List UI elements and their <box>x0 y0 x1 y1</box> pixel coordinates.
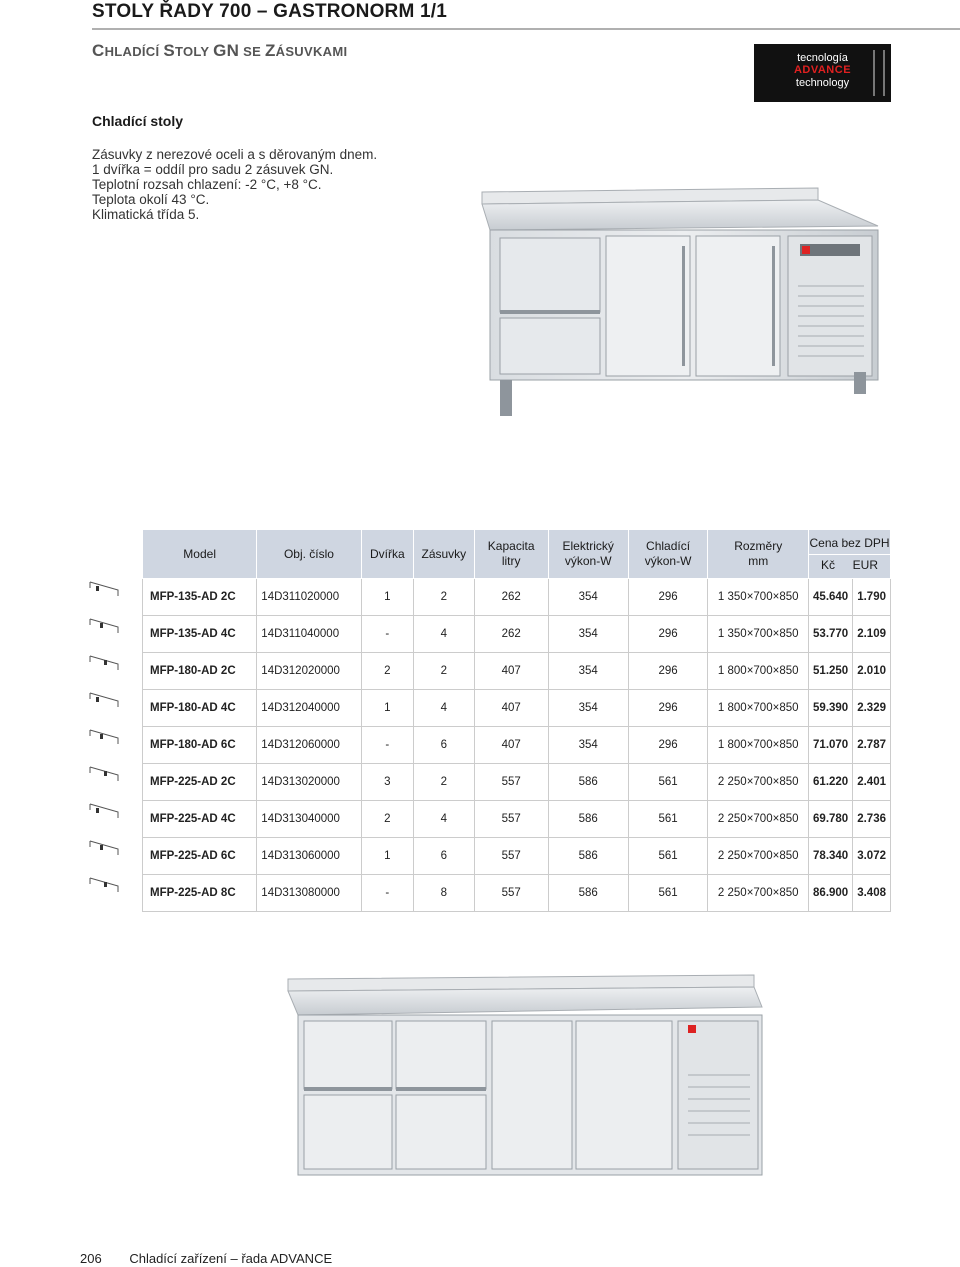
table-row <box>143 653 891 690</box>
cell-czk: 71.070 <box>809 727 853 764</box>
advance-technology-logo: tecnología ADVANCE technology <box>754 44 891 102</box>
table-row <box>143 579 891 616</box>
drawer-counter-image <box>284 975 766 1175</box>
cell-czk: 61.220 <box>809 764 853 801</box>
col-drawers-header: Zásuvky <box>414 530 475 579</box>
col-doors-header: Dvířka <box>361 530 413 579</box>
cell-eur: 1.790 <box>853 579 891 616</box>
cell-dims: 2 250×700×850 <box>708 875 809 912</box>
counter-outline-icon <box>88 874 122 894</box>
page-number: 206 <box>80 1251 102 1266</box>
table-row <box>143 838 891 875</box>
cell-code: 14D312040000 <box>257 690 361 727</box>
cell-power: 354 <box>548 616 628 653</box>
page-footer <box>80 1251 332 1266</box>
cell-dims: 1 350×700×850 <box>708 616 809 653</box>
counter-outline-icon <box>88 689 122 709</box>
refrigerated-counter-image <box>470 186 890 422</box>
section-heading: Chladící stoly <box>92 113 184 129</box>
cell-capacity: 407 <box>474 690 548 727</box>
cell-power: 586 <box>548 875 628 912</box>
cell-doors: - <box>361 875 413 912</box>
cell-eur: 3.408 <box>853 875 891 912</box>
cell-eur: 2.787 <box>853 727 891 764</box>
cell-czk: 59.390 <box>809 690 853 727</box>
cell-code: 14D311040000 <box>257 616 361 653</box>
cell-doors: 1 <box>361 690 413 727</box>
product-description <box>92 147 377 222</box>
cell-power: 354 <box>548 690 628 727</box>
currency-czk-label: Kč <box>821 557 836 572</box>
title-divider <box>92 28 960 30</box>
cell-dims: 2 250×700×850 <box>708 838 809 875</box>
counter-outline-icon <box>88 837 122 857</box>
cell-eur: 2.329 <box>853 690 891 727</box>
cell-model: MFP-135-AD 2C <box>143 579 257 616</box>
cell-code: 14D313040000 <box>257 801 361 838</box>
cell-drawers: 2 <box>414 579 475 616</box>
col-price-header: Cena bez DPH Kč EUR <box>809 530 891 579</box>
col-capacity-header: Kapacita litry <box>474 530 548 579</box>
cell-model: MFP-180-AD 6C <box>143 727 257 764</box>
cell-capacity: 262 <box>474 579 548 616</box>
cell-capacity: 557 <box>474 838 548 875</box>
cell-capacity: 407 <box>474 727 548 764</box>
cell-cooling: 561 <box>628 764 708 801</box>
cell-drawers: 6 <box>414 838 475 875</box>
page-title: STOLY ŘADY 700 – GASTRONORM 1/1 <box>92 1 448 22</box>
cell-capacity: 262 <box>474 616 548 653</box>
col-code-header: Obj. číslo <box>257 530 361 579</box>
cell-czk: 45.640 <box>809 579 853 616</box>
cell-doors: 2 <box>361 801 413 838</box>
cell-capacity: 557 <box>474 801 548 838</box>
cell-doors: 3 <box>361 764 413 801</box>
table-row <box>143 616 891 653</box>
cell-czk: 69.780 <box>809 801 853 838</box>
table-row <box>143 727 891 764</box>
cell-cooling: 296 <box>628 579 708 616</box>
cell-code: 14D312020000 <box>257 653 361 690</box>
cell-drawers: 2 <box>414 764 475 801</box>
cell-code: 14D313060000 <box>257 838 361 875</box>
currency-eur-label: EUR <box>852 557 878 572</box>
table-row <box>143 764 891 801</box>
cell-doors: 2 <box>361 653 413 690</box>
cell-cooling: 296 <box>628 690 708 727</box>
cell-dims: 1 800×700×850 <box>708 653 809 690</box>
table-header-row <box>143 530 891 579</box>
cell-capacity: 407 <box>474 653 548 690</box>
cell-model: MFP-180-AD 2C <box>143 653 257 690</box>
table-row <box>143 801 891 838</box>
cell-model: MFP-135-AD 4C <box>143 616 257 653</box>
counter-outline-icon <box>88 652 122 672</box>
counter-outline-icon <box>88 763 122 783</box>
cell-model: MFP-225-AD 8C <box>143 875 257 912</box>
col-power-header: Elektrický výkon-W <box>548 530 628 579</box>
cell-czk: 51.250 <box>809 653 853 690</box>
cell-cooling: 561 <box>628 801 708 838</box>
cell-power: 586 <box>548 838 628 875</box>
cell-eur: 2.010 <box>853 653 891 690</box>
cell-code: 14D312060000 <box>257 727 361 764</box>
cell-code: 14D311020000 <box>257 579 361 616</box>
cell-code: 14D313080000 <box>257 875 361 912</box>
cell-model: MFP-225-AD 4C <box>143 801 257 838</box>
col-model-header: Model <box>143 530 257 579</box>
cell-dims: 1 800×700×850 <box>708 727 809 764</box>
cell-czk: 86.900 <box>809 875 853 912</box>
cell-cooling: 296 <box>628 727 708 764</box>
cell-doors: 1 <box>361 579 413 616</box>
cell-czk: 78.340 <box>809 838 853 875</box>
description-line: Klimatická třída 5. <box>92 207 200 222</box>
cell-drawers: 6 <box>414 727 475 764</box>
description-line: Teplotní rozsah chlazení: -2 °C, +8 °C. <box>92 177 322 192</box>
cell-capacity: 557 <box>474 764 548 801</box>
cell-cooling: 561 <box>628 838 708 875</box>
cell-eur: 3.072 <box>853 838 891 875</box>
counter-outline-icon <box>88 578 122 598</box>
cell-power: 354 <box>548 579 628 616</box>
cell-power: 586 <box>548 801 628 838</box>
cell-doors: 1 <box>361 838 413 875</box>
cell-dims: 2 250×700×850 <box>708 764 809 801</box>
col-cooling-header: Chladící výkon-W <box>628 530 708 579</box>
cell-cooling: 296 <box>628 616 708 653</box>
col-dims-header: Rozměry mm <box>708 530 809 579</box>
cell-cooling: 561 <box>628 875 708 912</box>
specification-table <box>142 529 891 912</box>
description-line: Zásuvky z nerezové oceli a s děrovaným dnem. <box>92 147 378 162</box>
logo-decoration <box>873 50 885 96</box>
description-line: 1 dvířka = oddíl pro sadu 2 zásuvek GN. <box>92 162 334 177</box>
cell-drawers: 4 <box>414 616 475 653</box>
cell-dims: 1 800×700×850 <box>708 690 809 727</box>
cell-eur: 2.401 <box>853 764 891 801</box>
cell-power: 354 <box>548 727 628 764</box>
cell-dims: 1 350×700×850 <box>708 579 809 616</box>
counter-outline-icon <box>88 800 122 820</box>
cell-capacity: 557 <box>474 875 548 912</box>
cell-dims: 2 250×700×850 <box>708 801 809 838</box>
cell-code: 14D313020000 <box>257 764 361 801</box>
cell-eur: 2.109 <box>853 616 891 653</box>
description-line: Teplota okolí 43 °C. <box>92 192 210 207</box>
cell-model: MFP-180-AD 4C <box>143 690 257 727</box>
cell-doors: - <box>361 616 413 653</box>
cell-cooling: 296 <box>628 653 708 690</box>
counter-outline-icon <box>88 726 122 746</box>
cell-drawers: 8 <box>414 875 475 912</box>
counter-outline-icon <box>88 615 122 635</box>
cell-czk: 53.770 <box>809 616 853 653</box>
cell-model: MFP-225-AD 6C <box>143 838 257 875</box>
table-row <box>143 690 891 727</box>
cell-drawers: 4 <box>414 801 475 838</box>
cell-eur: 2.736 <box>853 801 891 838</box>
cell-doors: - <box>361 727 413 764</box>
cell-power: 354 <box>548 653 628 690</box>
cell-power: 586 <box>548 764 628 801</box>
cell-drawers: 4 <box>414 690 475 727</box>
cell-model: MFP-225-AD 2C <box>143 764 257 801</box>
cell-drawers: 2 <box>414 653 475 690</box>
footer-text: Chladící zařízení – řada ADVANCE <box>129 1251 333 1266</box>
section-subtitle: CHLADÍCÍ STOLY GN SE ZÁSUVKAMI <box>92 41 348 60</box>
table-row <box>143 875 891 912</box>
